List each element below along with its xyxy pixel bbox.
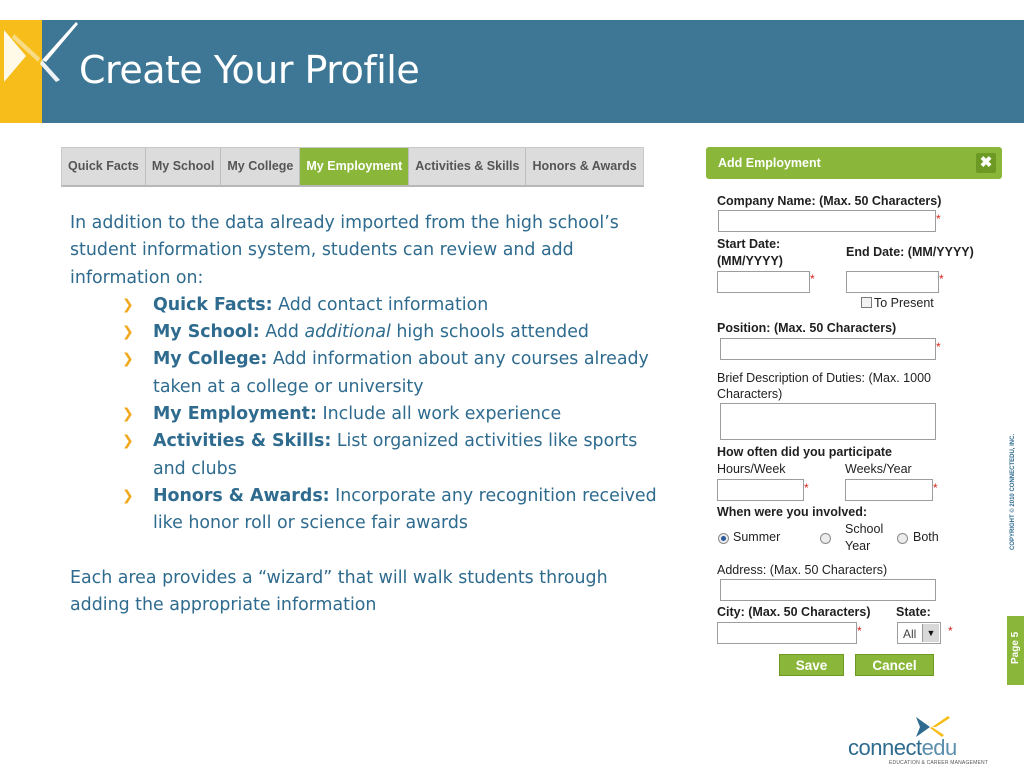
- tab-activities-skills[interactable]: Activities & Skills: [409, 148, 526, 185]
- logo-block: [0, 20, 42, 123]
- summer-radio[interactable]: [718, 533, 729, 544]
- outro-paragraph: Each area provides a “wizard” that will walk students through adding the appropriate information: [70, 567, 608, 615]
- weeks-year-input[interactable]: [845, 479, 933, 501]
- chevron-right-icon: ❯: [122, 487, 134, 504]
- list-item: [122, 346, 660, 401]
- position-label: Position: (Max. 50 Characters): [717, 321, 897, 335]
- form-title: Add Employment: [718, 156, 821, 170]
- brand-word-edu: edu: [921, 735, 957, 760]
- tab-my-school[interactable]: My School: [146, 148, 222, 185]
- chevron-right-icon: ❯: [122, 296, 134, 313]
- intro-paragraph: In addition to the data already imported from the high school’s student information system, students can review and add information on:: [70, 213, 619, 288]
- duties-textarea[interactable]: [720, 403, 936, 440]
- chevron-right-icon: ❯: [122, 324, 134, 341]
- close-icon[interactable]: ✖: [976, 153, 996, 173]
- chevron-right-icon: ❯: [122, 433, 134, 450]
- chevron-right-icon: ❯: [122, 406, 134, 423]
- brand-wordmark: [848, 735, 957, 761]
- chevron-right-icon: ❯: [122, 351, 134, 368]
- duties-label: Brief Description of Duties: (Max. 1000: [717, 371, 931, 385]
- state-select-value: All: [903, 627, 917, 641]
- brand-tagline: EDUCATION & CAREER MANAGEMENT: [889, 760, 989, 766]
- required-mark: *: [948, 624, 953, 638]
- bullet-text-pre: Add: [259, 322, 305, 343]
- city-input[interactable]: [717, 622, 857, 644]
- bullet-keyword: My College:: [153, 349, 268, 370]
- bullet-keyword: Activities & Skills:: [153, 431, 332, 452]
- cancel-button[interactable]: Cancel: [855, 654, 934, 676]
- school-year-label-cont: Year: [845, 539, 871, 553]
- both-label: Both: [913, 530, 939, 544]
- page-title: Create Your Profile: [79, 48, 420, 92]
- start-date-label: Start Date:: [717, 237, 781, 251]
- tab-honors-awards[interactable]: Honors & Awards: [532, 159, 637, 173]
- list-item: [122, 319, 660, 346]
- required-mark: *: [933, 481, 938, 495]
- list-item: [122, 483, 660, 538]
- both-radio[interactable]: [897, 533, 908, 544]
- end-date-label: End Date: (MM/YYYY): [846, 245, 974, 259]
- state-label: State:: [896, 605, 931, 619]
- chevron-down-icon[interactable]: ▼: [922, 624, 939, 642]
- bullet-emphasis: additional: [304, 322, 391, 343]
- tab-quick-facts[interactable]: Quick Facts: [62, 148, 146, 185]
- school-year-radio[interactable]: [820, 533, 831, 544]
- position-input[interactable]: [720, 338, 936, 360]
- brand-word-connect: connect: [848, 735, 922, 760]
- required-mark: *: [804, 481, 809, 495]
- end-date-input[interactable]: [846, 271, 939, 293]
- bullet-text: Incorporate any recognition received like honor roll or science fair awards: [153, 485, 657, 534]
- company-label: Company Name: (Max. 50 Characters): [717, 194, 942, 208]
- form-header: [706, 147, 1002, 179]
- chevron-logo-icon: [0, 20, 80, 123]
- required-mark: *: [936, 212, 941, 226]
- state-select[interactable]: [897, 622, 941, 644]
- weeks-year-label: Weeks/Year: [845, 462, 912, 476]
- feature-list: [70, 292, 660, 538]
- brand-logo: [848, 715, 988, 765]
- required-mark: *: [857, 624, 862, 638]
- save-button[interactable]: Save: [779, 654, 844, 676]
- to-present-checkbox[interactable]: [861, 297, 872, 308]
- bullet-text: high schools attended: [390, 322, 589, 343]
- list-item: [122, 401, 660, 428]
- start-date-input[interactable]: [717, 271, 810, 293]
- bullet-keyword: My School:: [153, 322, 260, 343]
- paragraph-spacer: [70, 538, 660, 565]
- tab-my-employment[interactable]: My Employment: [300, 148, 409, 185]
- bullet-keyword: Honors & Awards:: [153, 485, 330, 506]
- bullet-keyword: My Employment:: [153, 404, 317, 425]
- duties-label-cont: Characters): [717, 387, 783, 401]
- hours-week-label: Hours/Week: [717, 462, 786, 476]
- address-input[interactable]: [720, 579, 936, 601]
- participation-label: How often did you participate: [717, 445, 893, 459]
- list-item: [122, 428, 660, 483]
- profile-tabs: [61, 147, 644, 187]
- bullet-text: Add information about any courses already taken at a college or university: [153, 349, 649, 397]
- summer-label: Summer: [733, 530, 781, 544]
- bullet-text: Add contact information: [272, 294, 489, 315]
- page-number: Page 5: [1010, 631, 1021, 664]
- involved-label: When were you involved:: [717, 505, 868, 519]
- hours-week-input[interactable]: [717, 479, 804, 501]
- copyright-text: COPYRIGHT © 2010 CONNECTEDU, INC.: [1010, 433, 1016, 550]
- company-name-input[interactable]: [718, 210, 936, 232]
- list-item: [122, 292, 660, 319]
- tab-my-college[interactable]: My College: [221, 148, 300, 185]
- to-present-label: To Present: [874, 296, 934, 310]
- school-year-label: School: [845, 522, 884, 536]
- body-text: [70, 210, 660, 619]
- city-label: City: (Max. 50 Characters): [717, 605, 871, 619]
- bullet-text: List organized activities like sports and clubs: [153, 431, 638, 479]
- bullet-text: Include all work experience: [316, 404, 562, 425]
- address-label: Address: (Max. 50 Characters): [717, 563, 888, 577]
- start-date-format-label: (MM/YYYY): [717, 254, 783, 268]
- required-mark: *: [810, 272, 815, 286]
- bullet-keyword: Quick Facts:: [153, 294, 273, 315]
- required-mark: *: [939, 272, 944, 286]
- required-mark: *: [936, 340, 941, 354]
